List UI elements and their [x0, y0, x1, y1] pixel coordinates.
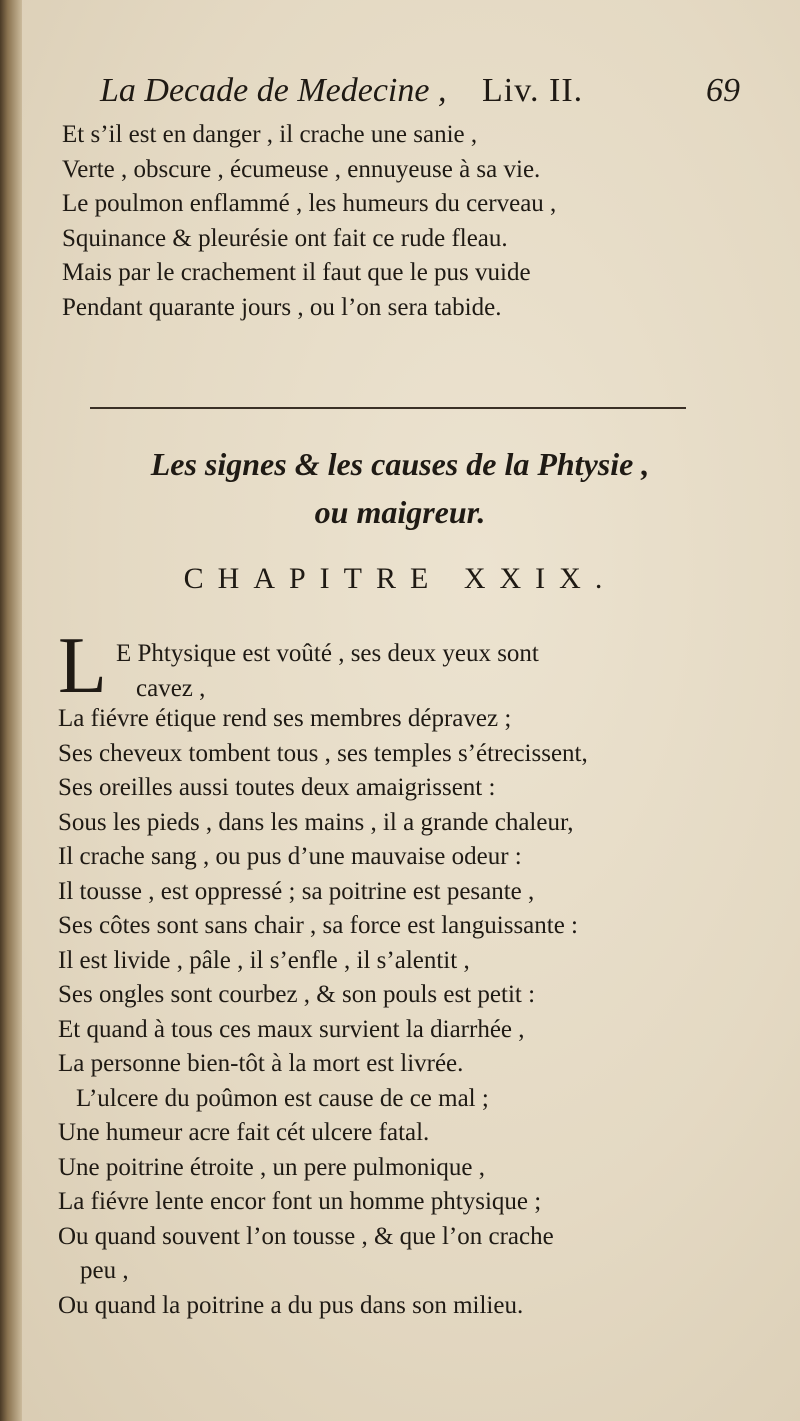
verse-line: Il est livide , pâle , il s’enfle , il s’alentit , — [58, 946, 470, 974]
verse-line: E Phtysique est voûté , ses deux yeux sont — [116, 640, 539, 667]
book-binding-edge — [0, 0, 22, 1421]
verse-line: Ses cheveux tombent tous , ses temples s’étrecissent, — [58, 739, 588, 767]
verse-line: Verte , obscure , écumeuse , ennuyeuse à sa vie. — [62, 155, 541, 183]
verse-line: Une poitrine étroite , un pere pulmonique , — [58, 1153, 485, 1181]
book-reference: Liv. II. — [482, 72, 584, 109]
verse-line: La fiévre lente encor font un homme phtysique ; — [58, 1188, 542, 1215]
page-number: 69 — [706, 72, 740, 109]
verse-line: Il crache sang , ou pus d’une mauvaise odeur : — [58, 843, 522, 870]
verse-line: L’ulcere du poûmon est cause de ce mal ; — [76, 1084, 489, 1112]
verse-line: Squinance & pleurésie ont fait ce rude fleau. — [62, 224, 508, 252]
verse-continuation — [62, 118, 556, 325]
verse-line: Ou quand souvent l’on tousse , & que l’on crache — [58, 1222, 554, 1250]
chapter-title-line: ou maigreur. — [314, 494, 486, 530]
verse-line: peu , — [80, 1257, 129, 1284]
verse-line: Il tousse , est oppressé ; sa poitrine est pesante , — [58, 877, 535, 905]
verse-body — [58, 702, 588, 1323]
verse-line: Mais par le crachement il faut que le pus vuide — [62, 259, 531, 286]
verse-line: Le poulmon enflammé , les humeurs du cerveau , — [62, 190, 557, 217]
running-title: La Decade de Medecine , — [100, 72, 447, 109]
drop-cap: L — [58, 622, 107, 710]
verse-line: Une humeur acre fait cét ulcere fatal. — [58, 1119, 430, 1146]
verse-line: Ou quand la poitrine a du pus dans son milieu. — [58, 1291, 524, 1319]
verse-line: Ses côtes sont sans chair , sa force est languissante : — [58, 912, 579, 939]
verse-line: Ses oreilles aussi toutes deux amaigrissent : — [58, 774, 496, 801]
verse-line: La fiévre étique rend ses membres dépravez ; — [58, 705, 512, 732]
chapter-number: CHAPITRE XXIX. — [183, 562, 617, 595]
verse-line: Ses ongles sont courbez , & son pouls est petit : — [58, 981, 536, 1008]
verse-line: Pendant quarante jours , ou l’on sera tabide. — [62, 293, 502, 321]
chapter-title-line: Les signes & les causes de la Phtysie , — [150, 446, 650, 482]
verse-line: Sous les pieds , dans les mains , il a grande chaleur, — [58, 808, 574, 836]
verse-line: La personne bien-tôt à la mort est livrée. — [58, 1050, 464, 1077]
verse-line: Et quand à tous ces maux survient la diarrhée , — [58, 1015, 525, 1043]
verse-opening — [116, 637, 539, 706]
section-divider — [90, 407, 686, 409]
verse-line: Et s’il est en danger , il crache une sanie , — [62, 121, 478, 148]
chapter-title — [60, 440, 740, 536]
verse-line: cavez , — [136, 674, 206, 702]
